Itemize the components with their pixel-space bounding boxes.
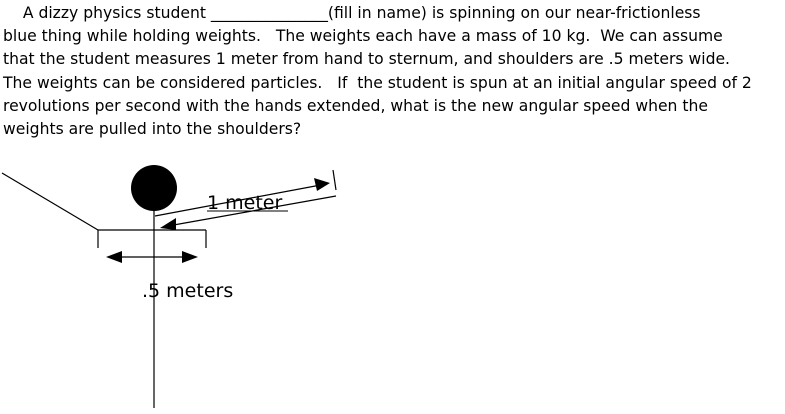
arm-length-arrowhead-right — [314, 178, 330, 191]
shoulder-width-arrowhead-right — [182, 251, 198, 263]
extended-arm — [2, 173, 98, 230]
arm-length-arrowhead-left — [160, 218, 176, 230]
shoulder-width-arrowhead-left — [106, 251, 122, 263]
problem-line-2: blue thing while holding weights. The weights each have a mass of 10 kg. We can assume — [3, 27, 723, 46]
problem-line-4: The weights can be considered particles. If the student is spun at an initial angular speed of 2 — [3, 73, 752, 92]
student-head — [131, 165, 177, 211]
arm-length-end-tick — [333, 170, 336, 190]
arm-length-label: 1 meter — [207, 192, 283, 214]
problem-line-5: revolutions per second with the hands extended, what is the new angular speed when the — [3, 96, 708, 115]
problem-line-1: A dizzy physics student _______________(fill in name) is spinning on our near-frictionless — [3, 4, 701, 22]
problem-line-3: that the student measures 1 meter from hand to sternum, and shoulders are .5 meters wide. — [3, 50, 731, 69]
problem-line-6: weights are pulled into the shoulders? — [3, 120, 302, 139]
shoulder-width-label: .5 meters — [142, 280, 234, 302]
